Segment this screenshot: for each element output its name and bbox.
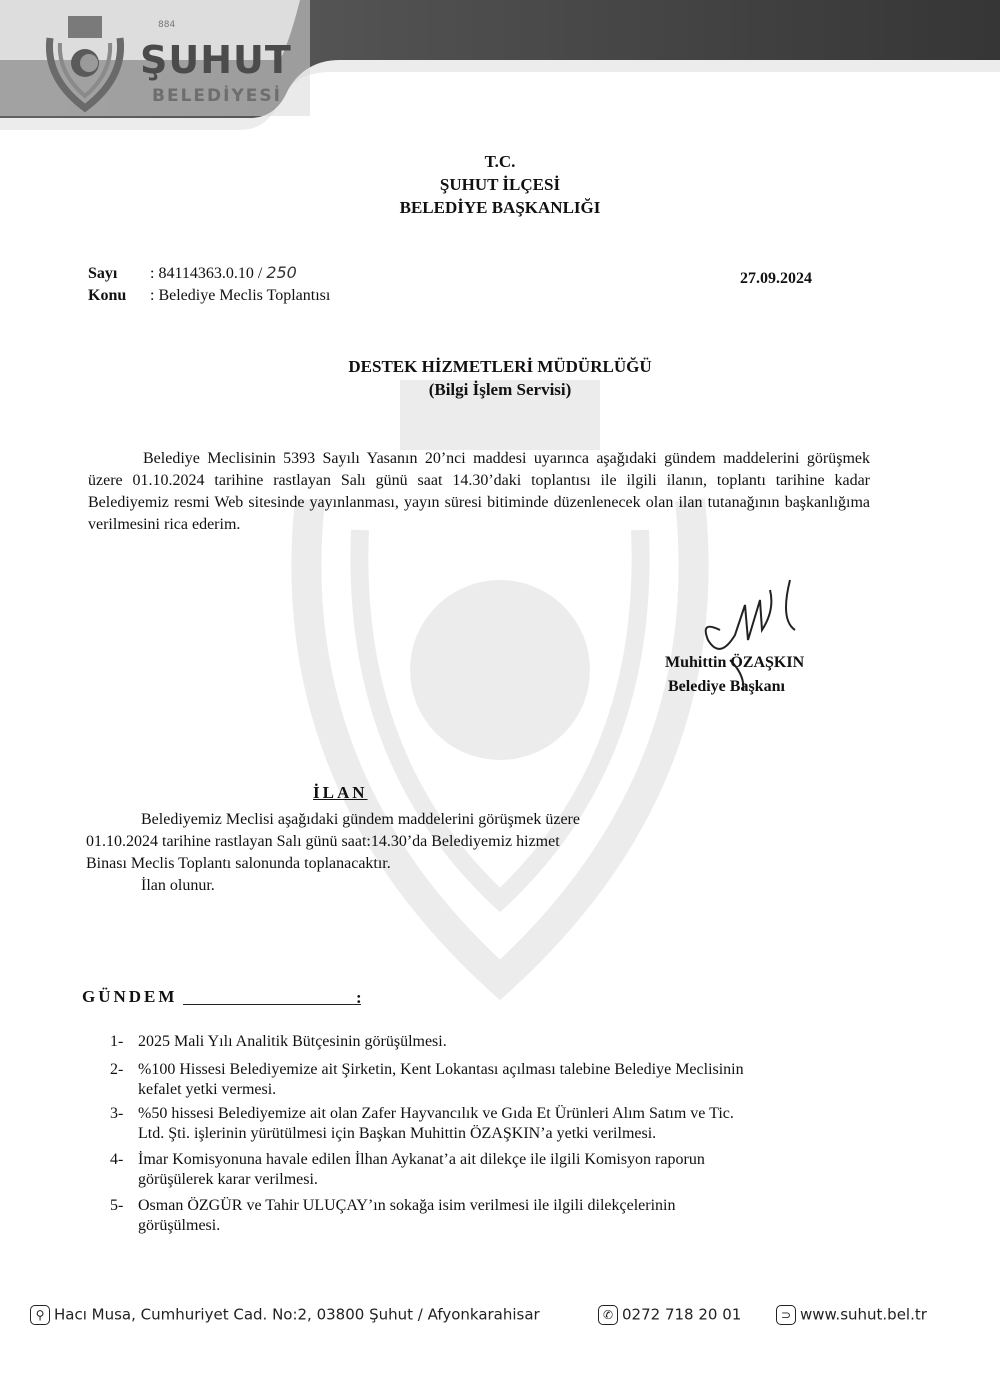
agenda-item (110, 1104, 890, 1144)
municipality-logo (40, 8, 300, 123)
rss-icon: ⊃ (776, 1305, 796, 1325)
agenda-item (110, 1060, 890, 1100)
agenda-item-text: İmar Komisyonuna havale edilen İlhan Aykanat’a ait dilekçe ile ilgili Komisyon raporun (138, 1151, 705, 1168)
sayi-value: : 84114363.0.10 / (150, 265, 263, 282)
sayi-handwritten: 250 (266, 263, 297, 282)
signatory-name: Muhittin ÖZAŞKIN (665, 654, 805, 671)
body-paragraph: Belediye Meclisinin 5393 Sayılı Yasanın 20’nci maddesi uyarınca aşağıdaki gündem maddelerini görüşmek üzere 01.10.2024 tarihine rastlayan Salı günü saat 14.30’daki toplantısı ile ilgili ilanın, toplantı tarihine kadar Belediyemiz resmi Web sitesinde yayınlanması, yayın süresi bitiminde düzenlenecek olan ilan tutanağının başkanlığıma verilmesini rica ederim. (88, 450, 870, 533)
heading-district: ŞUHUT İLÇESİ (439, 175, 561, 194)
ilan-line-4: İlan olunur. (141, 877, 215, 894)
agenda-item (110, 1196, 890, 1236)
agenda-item-number: 5- (110, 1197, 124, 1214)
konu-row (88, 287, 330, 305)
ilan-line-2: 01.10.2024 tarihine rastlayan Salı günü saat:14.30’da Belediyemiz hizmet (86, 833, 560, 850)
website-text[interactable]: www.suhut.bel.tr (800, 1305, 927, 1324)
location-pin-icon: ⚲ (30, 1305, 50, 1325)
agenda-item-text: Ltd. Şti. işlerinin yürütülmesi için Başkan Muhittin ÖZAŞKIN’a yetki verilmesi. (138, 1125, 657, 1142)
recipient-service: (Bilgi İşlem Servisi) (428, 380, 572, 399)
address-text: Hacı Musa, Cumhuriyet Cad. No:2, 03800 Şuhut / Afyonkarahisar (54, 1305, 540, 1324)
agenda-item-text: %100 Hissesi Belediyemize ait Şirketin, Kent Lokantası açılması talebine Belediye Meclisinin (138, 1061, 744, 1078)
ilan-line-1: Belediyemiz Meclisi aşağıdaki gündem maddelerini görüşmek üzere (141, 811, 580, 828)
recipient-unit: DESTEK HİZMETLERİ MÜDÜRLÜĞÜ (348, 357, 652, 376)
agenda-item-number: 1- (110, 1033, 124, 1050)
phone-text: 0272 718 20 01 (622, 1305, 742, 1324)
document-date: 27.09.2024 (740, 270, 812, 287)
ilan-body (86, 809, 726, 897)
agenda-item-text: kefalet yetki vermesi. (138, 1081, 277, 1098)
konu-value: : Belediye Meclis Toplantısı (150, 287, 331, 304)
gundem-colon: : (356, 988, 362, 1007)
footer-website[interactable] (776, 1305, 927, 1325)
heading-office: BELEDİYE BAŞKANLIĞI (399, 198, 601, 217)
agenda-item (110, 1150, 890, 1190)
logo-subtitle: BELEDİYESİ (152, 86, 282, 106)
ilan-line-3: Binası Meclis Toplantı salonunda toplanacaktır. (86, 855, 391, 872)
signatory-title: Belediye Başkanı (668, 678, 785, 695)
agenda-item (110, 1032, 890, 1052)
gundem-underline (183, 1004, 361, 1005)
agenda-item-text: Osman ÖZGÜR ve Tahir ULUÇAY’ın sokağa isim verilmesi ile ilgili dilekçelerinin (138, 1197, 676, 1214)
footer-phone (598, 1305, 741, 1325)
konu-label: Konu (88, 287, 127, 304)
heading-tc: T.C. (484, 152, 516, 171)
sayi-label: Sayı (88, 265, 118, 282)
agenda-item-text: görüşülmesi. (138, 1217, 221, 1234)
logo-year: 884 (158, 20, 176, 30)
emblem-icon (40, 8, 130, 118)
ilan-title: İLAN (313, 783, 368, 802)
gundem-title: GÜNDEM (82, 987, 178, 1006)
sayi-row (88, 263, 297, 283)
agenda-item-text: %50 hissesi Belediyemize ait olan Zafer Hayvancılık ve Gıda Et Ürünleri Alım Satım ve Tic. (138, 1105, 734, 1122)
phone-icon: ✆ (598, 1305, 618, 1325)
logo-name: ŞUHUT (140, 38, 292, 82)
agenda-item-number: 4- (110, 1151, 124, 1168)
agenda-item-text: görüşülerek karar verilmesi. (138, 1171, 318, 1188)
agenda-item-number: 2- (110, 1061, 124, 1078)
agenda-item-number: 3- (110, 1105, 124, 1122)
footer-address (30, 1305, 540, 1325)
agenda-item-text: 2025 Mali Yılı Analitik Bütçesinin görüşülmesi. (138, 1033, 447, 1050)
